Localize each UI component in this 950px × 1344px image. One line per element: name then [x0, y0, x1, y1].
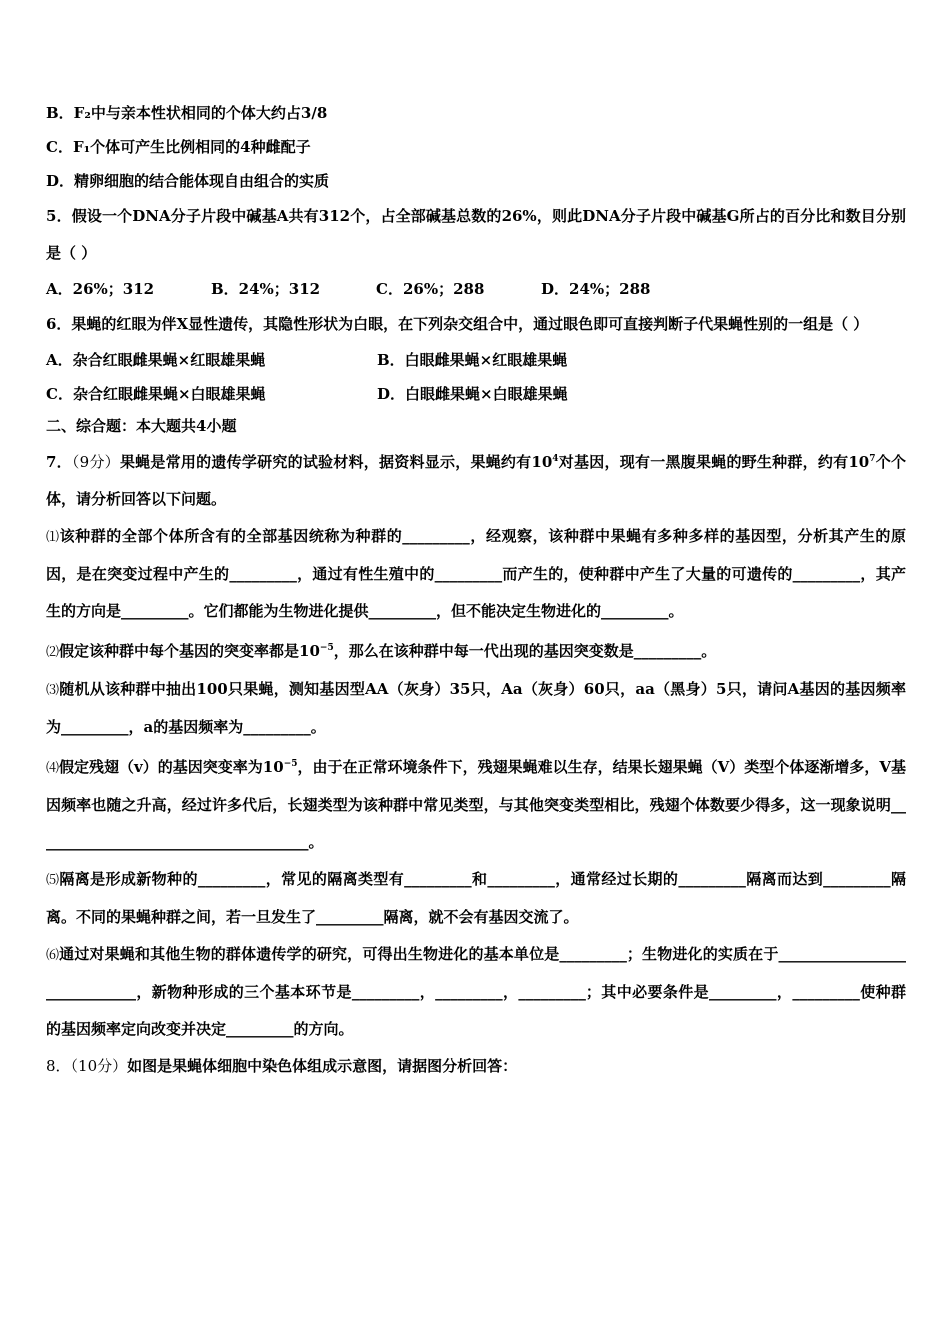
- q7-stem-text-c: 个个体，请分析回答以下问题。: [46, 453, 906, 508]
- q7-part3-text: 随机从该种群中抽出100只果蝇，测知基因型AA（灰身）35只，Aa（灰身）60只，aa（黑身）5只，请问A基因的基因频率为_________，a的基因频率为_________。: [46, 680, 906, 736]
- q7-part4-text-a: 假定残翅（v）的基因突变率为10: [59, 758, 284, 776]
- q4-option-d: D．精卵细胞的结合能体现自由组合的实质: [46, 172, 330, 190]
- q5-option-a: A．26%；312: [46, 280, 155, 298]
- q5-option-d: D．24%；288: [541, 280, 651, 298]
- q4-option-b: B．F₂中与亲本性状相同的个体大约占3/8: [46, 104, 328, 122]
- q7-number: 7．: [46, 453, 72, 471]
- q7-part3-number: ⑶: [46, 683, 60, 698]
- q7-part2-text-b: ，那么在该种群中每一代出现的基因突变数是_________。: [333, 642, 717, 660]
- q6-option-d: D．白眼雌果蝇×白眼雄果蝇: [377, 385, 568, 403]
- q5-options: [46, 272, 906, 306]
- q7-exponent-2: 7: [869, 454, 876, 464]
- q5-option-c: C．26%；288: [376, 280, 485, 298]
- q7-part4-text-b: ，由于在正常环境条件下，残翅果蝇难以生存，结果长翅果蝇（V）类型个体逐渐增多，V基因频率也随之升高，经过许多代后，长翅类型为该种群中常见类型，与其他突变类型相比，残翅个体数要少得多，这一现象说明_____________________________________。: [46, 758, 906, 851]
- q6-stem: 6．果蝇的红眼为伴X显性遗传，其隐性形状为白眼，在下列杂交组合中，通过眼色即可直接判断子代果蝇性别的一组是（ ）: [46, 315, 869, 333]
- q7-exponent-1: 4: [552, 454, 559, 464]
- q7-stem: [46, 441, 906, 518]
- q7-part5-number: ⑸: [46, 873, 60, 888]
- q6-option-b: B．白眼雌果蝇×红眼雄果蝇: [377, 351, 568, 369]
- q7-part1-number: ⑴: [46, 530, 60, 545]
- q7-score: （9分）: [71, 453, 120, 471]
- exam-page: [46, 96, 906, 1085]
- q6-option-c: C．杂合红眼雌果蝇×白眼雄果蝇: [46, 385, 266, 403]
- q7-part2-text-a: 假定该种群中每个基因的突变率都是10: [59, 642, 320, 660]
- q4-option-c: C．F₁个体可产生比例相同的4种雌配子: [46, 138, 311, 156]
- q8-number: 8．: [46, 1057, 71, 1075]
- q7-part2-exponent: −5: [319, 643, 334, 653]
- section-heading: 二、综合题：本大题共4小题: [46, 417, 237, 435]
- q7-part6: [46, 936, 906, 1048]
- q7-part4-number: ⑷: [46, 761, 60, 776]
- q7-part6-text: 通过对果蝇和其他生物的群体遗传学的研究，可得出生物进化的基本单位是_________；生物进化的实质在于_____________________________，新物种形成的三个基本环节是_________，_________，_________；其中必要条件是_________，_________使种群的基因频率定向改变并决定_________的方向。: [46, 945, 906, 1038]
- q7-part4-exponent: −5: [283, 759, 298, 769]
- q6-option-a: A．杂合红眼雌果蝇×红眼雄果蝇: [46, 351, 266, 369]
- q7-part4: [46, 746, 906, 861]
- q8-score: （10分）: [70, 1057, 128, 1075]
- q8-stem: [46, 1048, 906, 1085]
- q7-part2: [46, 630, 906, 671]
- q8-stem-text: 如图是果蝇体细胞中染色体组成示意图，请据图分析回答：: [127, 1057, 518, 1075]
- q6-options-row1: [46, 343, 906, 377]
- q7-part1-text: 该种群的全部个体所含有的全部基因统称为种群的_________，经观察，该种群中果蝇有多种多样的基因型，分析其产生的原因，是在突变过程中产生的_________，通过有性生殖中的_________而产生的，使种群中产生了大量的可遗传的_________，其产生的方向是_________。它们都能为生物进化提供_________，但不能决定生物进化的_________。: [46, 527, 906, 620]
- q6-options-row2: [46, 377, 906, 411]
- q7-part6-number: ⑹: [46, 948, 60, 963]
- q7-part1: [46, 518, 906, 630]
- q7-stem-text-b: 对基因，现有一黑腹果蝇的野生种群，约有10: [558, 453, 870, 471]
- q7-part5: [46, 861, 906, 936]
- q7-part3: [46, 671, 906, 746]
- q5-stem: 5．假设一个DNA分子片段中碱基A共有312个，占全部碱基总数的26%，则此DNA分子片段中碱基G所占的百分比和数目分别是（ ）: [46, 207, 906, 262]
- q7-stem-text-a: 果蝇是常用的遗传学研究的试验材料，据资料显示，果蝇约有10: [119, 453, 553, 471]
- q7-part2-number: ⑵: [46, 645, 60, 660]
- q7-part5-text: 隔离是形成新物种的_________，常见的隔离类型有_________和_________，通常经过长期的_________隔离而达到_________隔离。不同的果蝇种群之间，若一旦发生了_________隔离，就不会有基因交流了。: [46, 870, 906, 926]
- q5-option-b: B．24%；312: [211, 280, 321, 298]
